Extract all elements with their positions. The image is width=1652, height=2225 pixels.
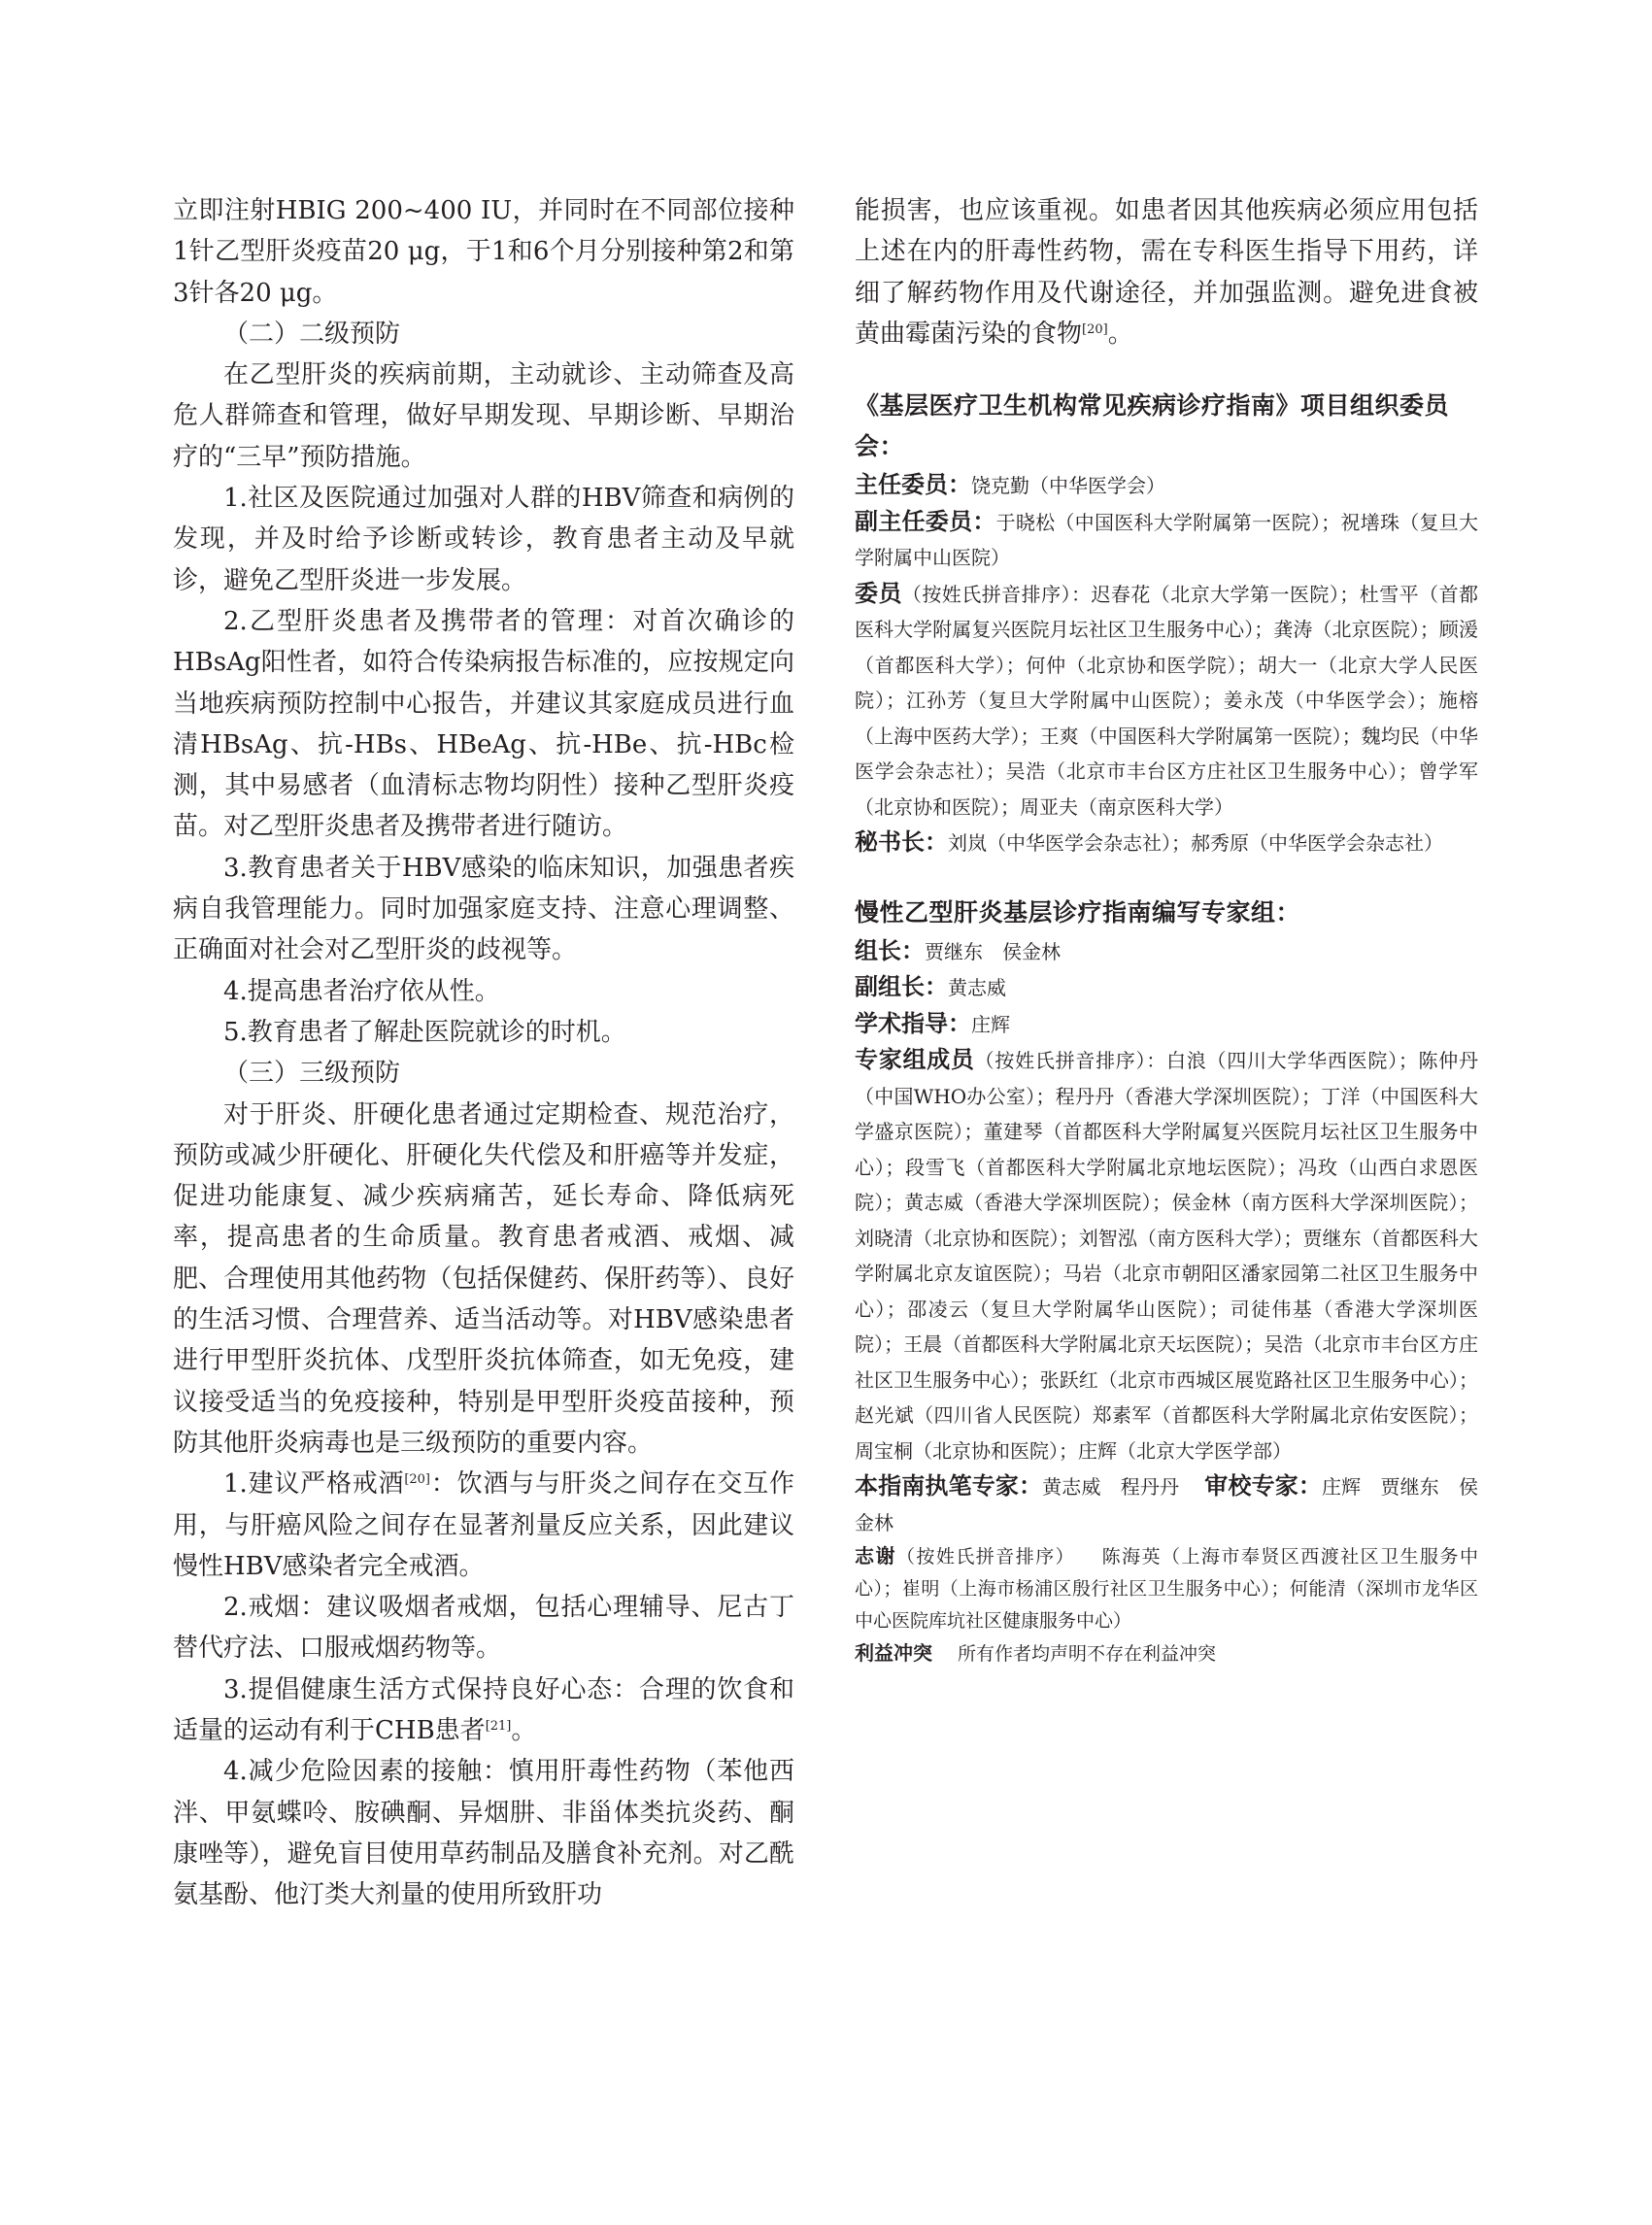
members-note: （按姓氏拼音排序）： <box>901 582 1092 606</box>
advisor-names: 庄辉 <box>971 1012 1010 1036</box>
thanks-names: 陈海英（上海市奉贤区西渡社区卫生服务中心）；崔明（上海市杨浦区殷行社区卫生服务中心）；何能清（深圳市龙华区中心医院库坑社区健康服务中心） <box>855 1546 1478 1633</box>
heading-tertiary-prevention: （三）三级预防 <box>223 1059 401 1089</box>
members-names: 迟春花（北京大学第一医院）；杜雪平（首都医科大学附属复兴医院月坛社区卫生服务中心）；龚涛（北京医院）；顾湲（首都医科大学）；何仲（北京协和医学院）；胡大一（北京大学人民医院）；江孙芳（复旦大学附属中山医院）；姜永茂（中华医学会）；施榕（上海中医药大学）；王爽（中国医科大学附属第一医院）；魏均民（中华医学会杂志社）；吴浩（北京市丰台区方庄社区卫生服务中心）；曾学军（北京协和医院）；周亚夫（南京医科大学） <box>855 582 1479 819</box>
list-item-alcohol <box>173 1464 794 1587</box>
vice-leader-label: 副组长： <box>855 973 948 1001</box>
writer-label: 本指南执笔专家： <box>855 1472 1043 1500</box>
continued-text-b: 。 <box>1107 319 1133 349</box>
expert-leader <box>855 933 1478 970</box>
secretary-label: 秘书长： <box>855 828 948 857</box>
writers-and-reviewers <box>855 1468 1478 1540</box>
list-item-smoking: 2.戒烟：建议吸烟者戒烟，包括心理辅导、尼古丁替代疗法、口服戒烟药物等。 <box>173 1593 794 1664</box>
leader-label: 组长： <box>855 936 925 964</box>
review-names: 庄辉 贾继东 侯金林 <box>855 1475 1479 1534</box>
members-label: 委员 <box>855 579 902 607</box>
coi-label: 利益冲突 <box>855 1641 932 1666</box>
list-item-5: 5.教育患者了解赴医院就诊的时机。 <box>223 1017 626 1047</box>
paragraph-tertiary-prevention: 对于肝炎、肝硬化患者通过定期检查、规范治疗，预防或减少肝硬化、肝硬化失代偿及和肝癌等并发症，促进功能康复、减少疾病痛苦，延长寿命、降低病死率，提高患者的生命质量。教育患者戒酒、戒烟、减肥、合理使用其他药物（包括保健药、保肝药等）、良好的生活习惯、合理营养、适当活动等。对HBV感染患者进行甲型肝炎抗体、戊型肝炎抗体筛查，如无免疫，建议接受适当的免疫接种，特别是甲型肝炎疫苗接种，预防其他肝炎病毒也是三级预防的重要内容。 <box>173 1099 794 1458</box>
citation-20-b: [20] <box>1082 321 1108 337</box>
lifestyle-text-b: 。 <box>511 1715 537 1745</box>
left-column <box>173 190 794 1915</box>
alcohol-text-a: 1.建议严格戒酒 <box>223 1469 405 1500</box>
thanks-label: 志谢 <box>855 1544 896 1568</box>
expert-members <box>855 1042 1478 1468</box>
coi-statement: 所有作者均声明不存在利益冲突 <box>958 1643 1217 1666</box>
paragraph-secondary-prevention: 在乙型肝炎的疾病前期，主动就诊、主动筛查及高危人群筛查和管理，做好早期发现、早期诊断、早期治疗的“三早”预防措施。 <box>173 360 794 472</box>
alcohol-text-b: ：饮酒与与肝炎之间存在交互作用，与肝癌风险之间存在显著剂量反应关系，因此建议慢性HBV感染者完全戒酒。 <box>173 1469 794 1581</box>
list-item-risk-factors: 4.减少危险因素的接触：慎用肝毒性药物（苯他西泮、甲氨蝶呤、胺碘酮、异烟肼、非甾体类抗炎药、酮康唑等），避免盲目使用草药制品及膳食补充剂。对乙酰氨基酚、他汀类大剂量的使用所致肝功 <box>173 1757 794 1910</box>
academic-advisor <box>855 1006 1478 1043</box>
committee-vice-chair <box>855 504 1478 576</box>
chair-label: 主任委员： <box>855 471 971 499</box>
paragraph-hbig-injection: 立即注射HBIG 200~400 IU，并同时在不同部位接种1针乙型肝炎疫苗20 μg，于1和6个月分别接种第2和第3针各20 μg。 <box>173 196 794 308</box>
vice-chair-names: 于晓松（中国医科大学附属第一医院）；祝墡珠（复旦大学附属中山医院） <box>855 510 1479 570</box>
expert-group-title: 慢性乙型肝炎基层诊疗指南编写专家组： <box>855 897 1301 927</box>
list-item-lifestyle <box>173 1669 794 1752</box>
secretary-names: 刘岚（中华医学会杂志社）；郝秀原（中华医学会杂志社） <box>948 831 1443 856</box>
paragraph-continued <box>855 190 1478 354</box>
committee-members <box>855 576 1478 826</box>
acknowledgements <box>855 1540 1478 1637</box>
expert-vice-leader <box>855 969 1478 1006</box>
committee-secretary <box>855 825 1478 861</box>
list-item-4: 4.提高患者治疗依从性。 <box>223 976 500 1006</box>
vice-leader-names: 黄志威 <box>948 976 1006 1000</box>
chair-names: 饶克勤（中华医学会） <box>971 474 1165 498</box>
experts-names: 白浪（四川大学华西医院）；陈仲丹（中国WHO办公室）；程丹丹（香港大学深圳医院）；丁洋（中国医科大学盛京医院）；董建琴（首都医科大学附属复兴医院月坛社区卫生服务中心）；段雪飞（首都医科大学附属北京地坛医院）；冯玫（山西白求恩医院）；黄志威（香港大学深圳医院）；侯金林（南方医科大学深圳医院）；刘晓清（北京协和医院）；刘智泓（南方医科大学）；贾继东（首都医科大学附属北京友谊医院）；马岩（北京市朝阳区潘家园第二社区卫生服务中心）；邵凌云（复旦大学附属华山医院）；司徒伟基（香港大学深圳医院）；王晨（首都医科大学附属北京天坛医院）；吴浩（北京市丰台区方庄社区卫生服务中心）；张跃红（北京市西城区展览路社区卫生服务中心）；赵光斌（四川省人民医院）郑素军（首都医科大学附属北京佑安医院）；周宝桐（北京协和医院）；庄辉（北京大学医学部） <box>855 1049 1479 1463</box>
experts-label: 专家组成员 <box>855 1046 975 1074</box>
experts-note: （按姓氏拼音排序）： <box>974 1049 1167 1073</box>
list-item-1: 1.社区及医院通过加强对人群的HBV筛查和病例的发现，并及时给予诊断或转诊，教育患者主动及早就诊，避免乙型肝炎进一步发展。 <box>173 484 794 595</box>
review-label: 审校专家： <box>1204 1472 1323 1500</box>
list-item-2: 2.乙型肝炎患者及携带者的管理：对首次确诊的HBsAg阳性者，如符合传染病报告标准的，应按规定向当地疾病预防控制中心报告，并建议其家庭成员进行血清HBsAg、抗-HBs、HBeAg、抗-HBe、抗-HBc检测，其中易感者（血清标志物均阴性）接种乙型肝炎疫苗。对乙型肝炎患者及携带者进行随访。 <box>173 606 794 842</box>
heading-secondary-prevention: （二）二级预防 <box>223 319 401 349</box>
conflict-of-interest <box>855 1637 1478 1670</box>
committee-chair <box>855 467 1478 504</box>
list-item-3: 3.教育患者关于HBV感染的临床知识，加强患者疾病自我管理能力。同时加强家庭支持、注意心理调整、正确面对社会对乙型肝炎的歧视等。 <box>173 853 794 965</box>
citation-21: [21] <box>485 1718 512 1734</box>
citation-20: [20] <box>404 1472 430 1488</box>
advisor-label: 学术指导： <box>855 1009 971 1037</box>
committee-title: 《基层医疗卫生机构常见疾病诊疗指南》项目组织委员会： <box>855 391 1450 461</box>
leader-names: 贾继东 侯金林 <box>925 939 1061 963</box>
writer-names: 黄志威 程丹丹 <box>1042 1475 1180 1500</box>
vice-chair-label: 副主任委员： <box>855 507 996 535</box>
lifestyle-text-a: 3.提倡健康生活方式保持良好心态：合理的饮食和适量的运动有利于CHB患者 <box>173 1674 794 1745</box>
thanks-note: （按姓氏拼音排序） <box>895 1546 1076 1568</box>
right-column <box>855 190 1478 1670</box>
continued-text-a: 能损害，也应该重视。如患者因其他疾病必须应用包括上述在内的肝毒性药物，需在专科医生指导下用药，详细了解药物作用及代谢途径，并加强监测。避免进食被黄曲霉菌污染的食物 <box>855 196 1478 349</box>
